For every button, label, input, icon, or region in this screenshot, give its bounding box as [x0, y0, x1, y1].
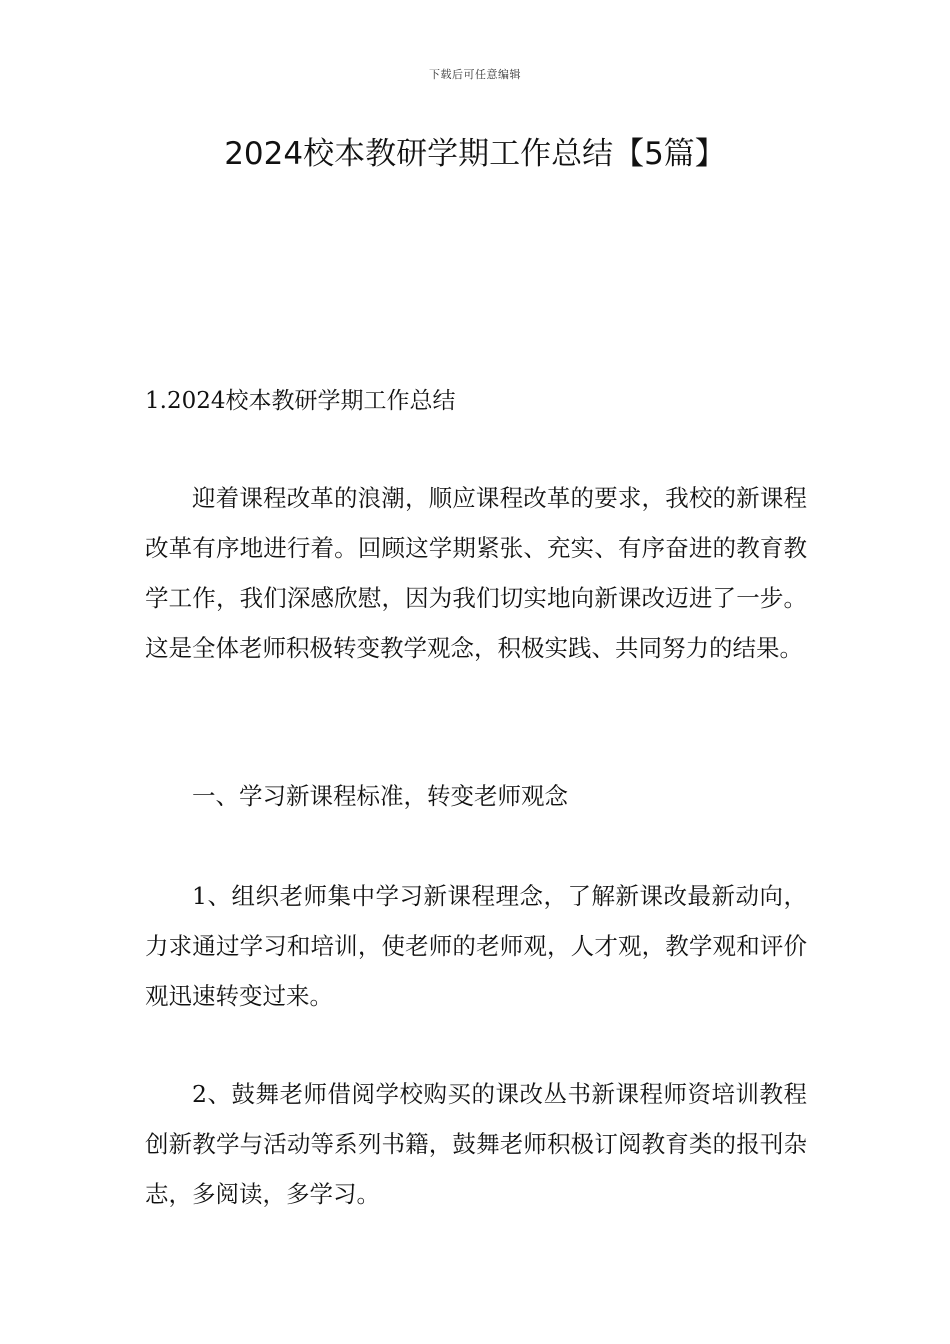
paragraph-item-1: 1、组织老师集中学习新课程理念，了解新课改最新动向，力求通过学习和培训，使老师的老师观，人才观，教学观和评价观迅速转变过来。	[145, 882, 807, 1010]
paragraph-item-2: 2、鼓舞老师借阅学校购买的课改丛书新课程师资培训教程创新教学与活动等系列书籍，鼓舞老师积极订阅教育类的报刊杂志，多阅读，多学习。	[145, 1080, 807, 1208]
paragraph-subheading: 一、学习新课程标准，转变老师观念	[192, 782, 568, 810]
document-title: 2024校本教研学期工作总结【5篇】	[224, 136, 726, 172]
section-heading: 1.2024校本教研学期工作总结	[145, 388, 456, 414]
paragraph-intro: 迎着课程改革的浪潮，顺应课程改革的要求，我校的新课程改革有序地进行着。回顾这学期紧张、充实、有序奋进的教育教学工作，我们深感欣慰，因为我们切实地向新课改迈进了一步。这是全体老师积极转变教学观念，积极实践、共同努力的结果。	[145, 484, 807, 662]
header-note: 下载后可任意编辑	[429, 68, 521, 81]
